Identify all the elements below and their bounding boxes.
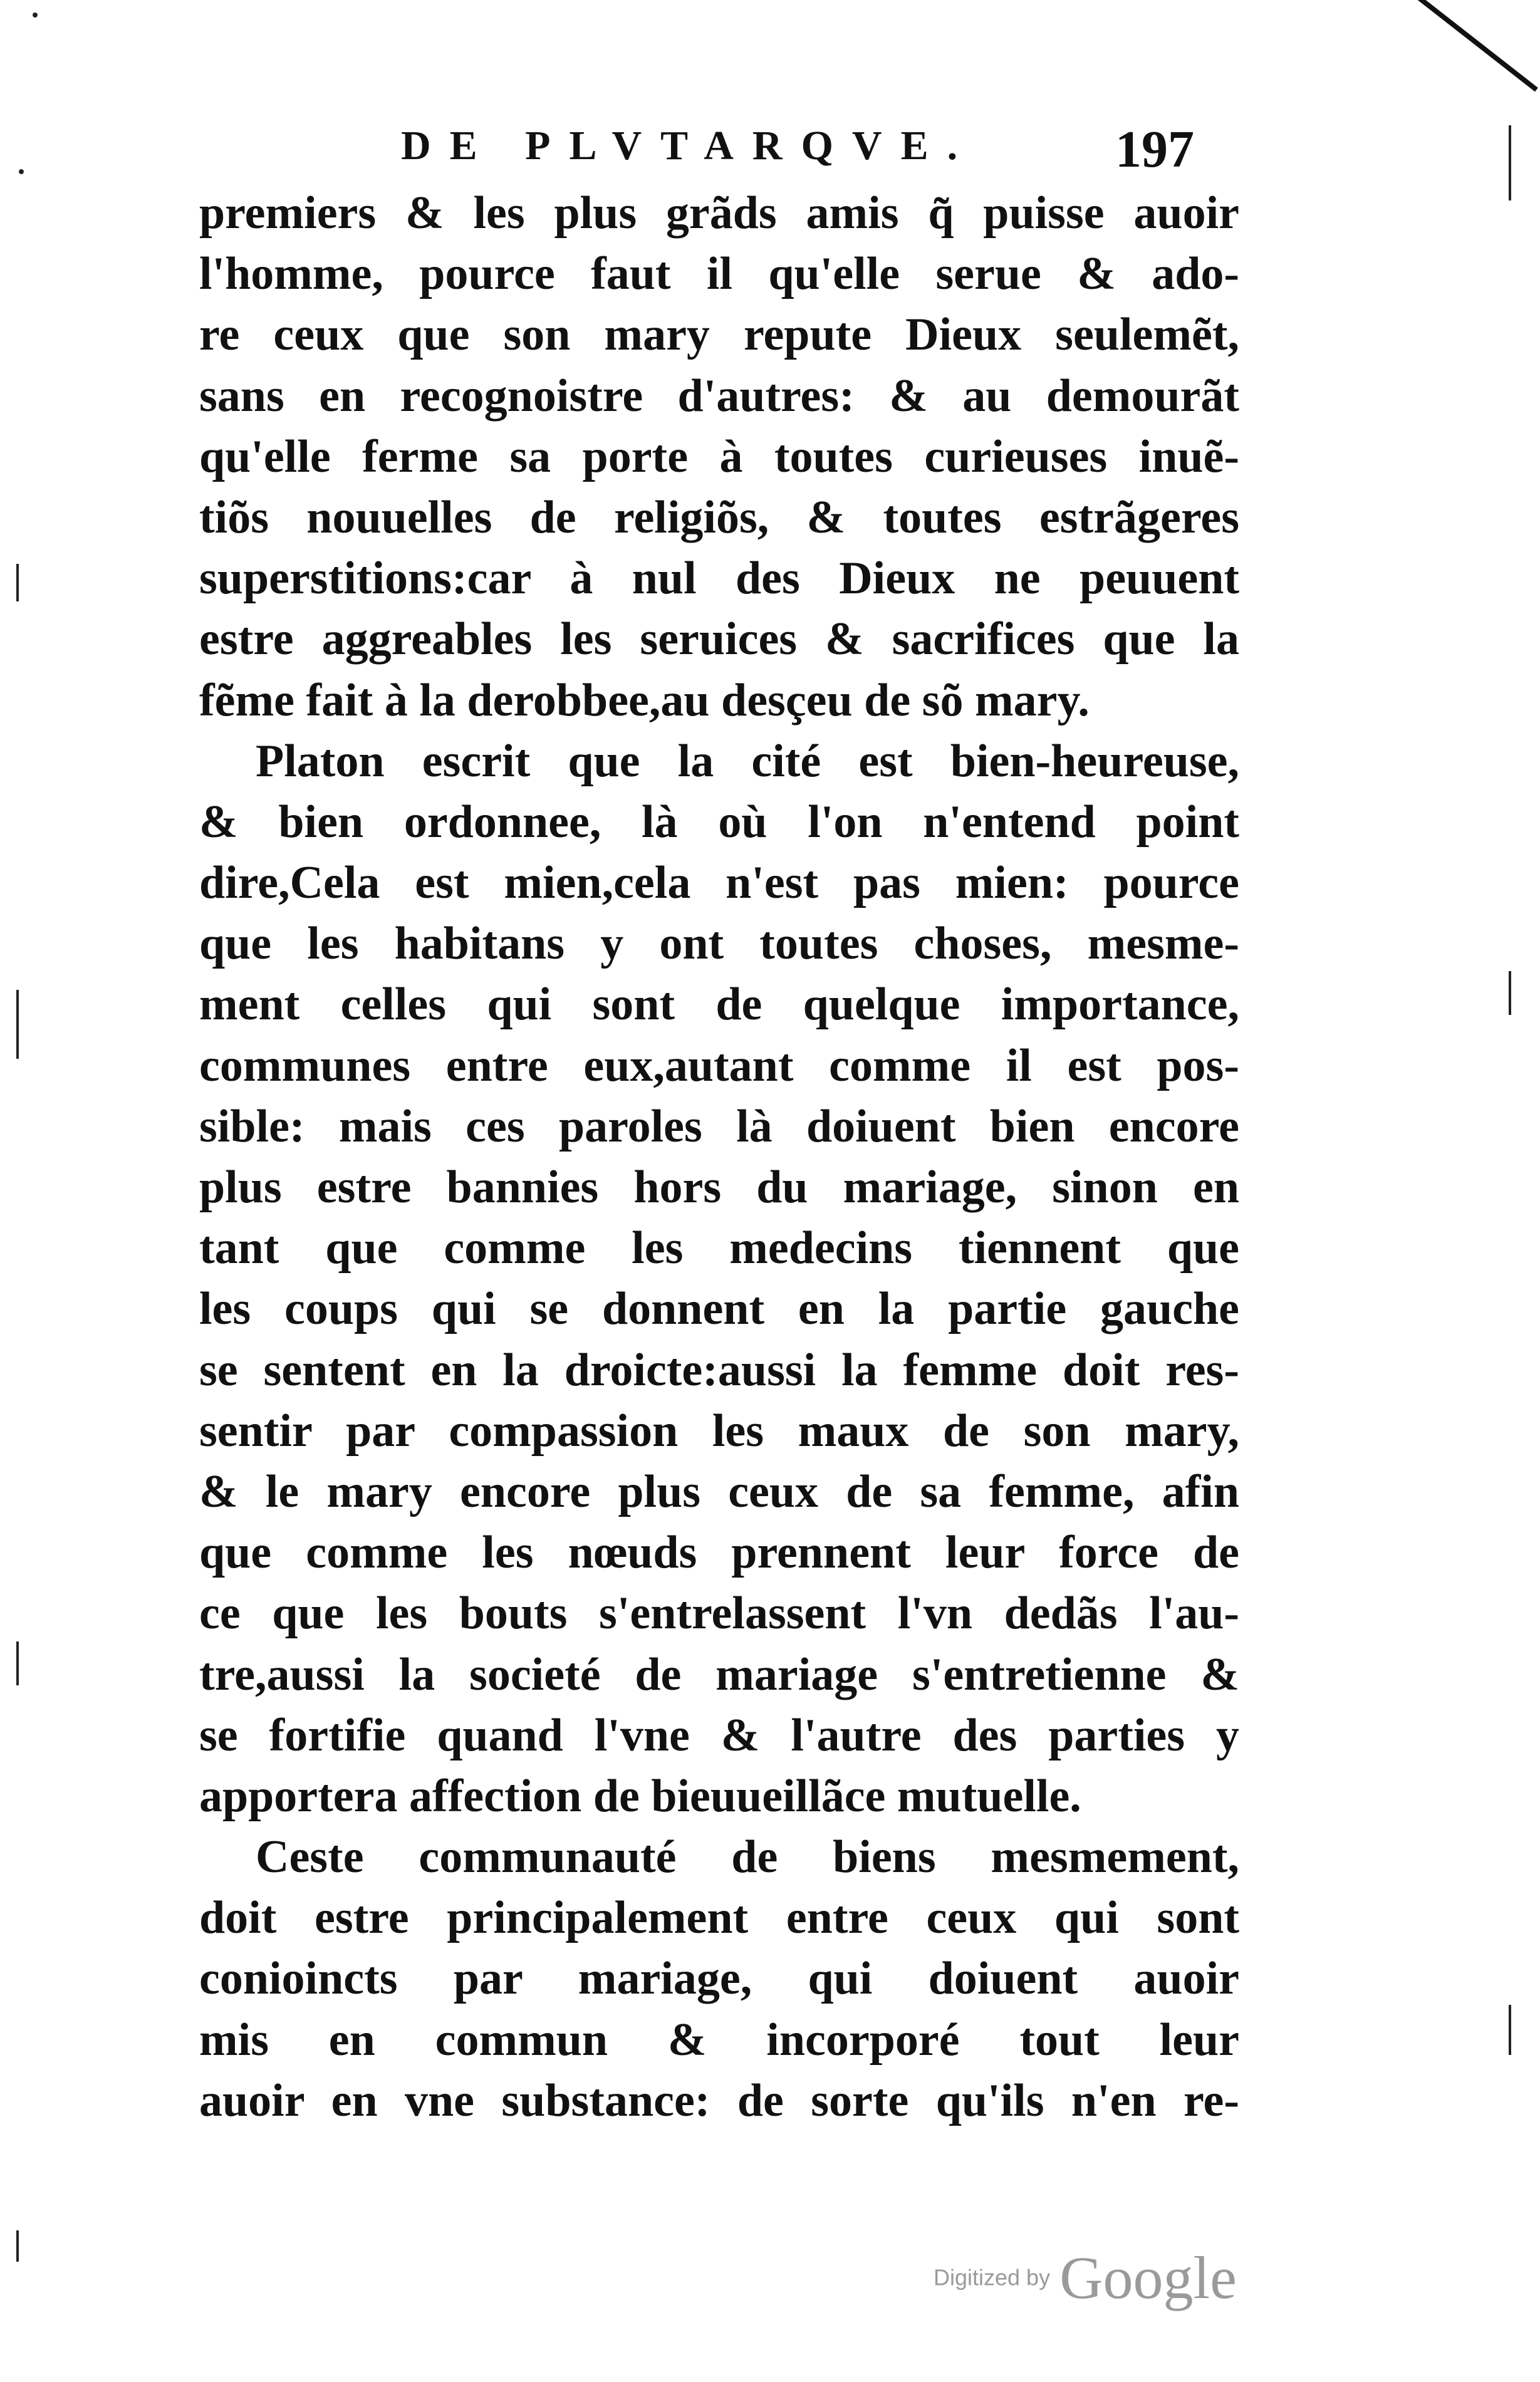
page-number: 197: [1115, 120, 1194, 179]
text-line: plus estre bannies hors du mariage, sinon en: [199, 1162, 1239, 1213]
scan-edge-mark: [1509, 2005, 1511, 2055]
watermark-prefix: Digitized by: [934, 2264, 1051, 2291]
text-line: & bien ordonnee, là où l'on n'entend point: [199, 796, 1239, 848]
text-line: sans en recognoistre d'autres: & au demourãt: [199, 370, 1239, 422]
scan-speck: [19, 169, 24, 174]
text-line: doit estre principalement entre ceux qui sont: [199, 1892, 1239, 1944]
scan-edge-mark: [1509, 971, 1511, 1015]
text-line: se sentent en la droicte:aussi la femme doit res-: [199, 1344, 1239, 1396]
text-line: se fortifie quand l'vne & l'autre des parties y: [199, 1709, 1239, 1761]
text-line: qu'elle ferme sa porte à toutes curieuses inuẽ-: [199, 430, 1239, 482]
text-line: les coups qui se donnent en la partie gauche: [199, 1283, 1239, 1335]
scan-edge-line: [1407, 0, 1538, 91]
scan-edge-mark: [16, 1641, 19, 1685]
paragraph-start-line: Platon escrit que la cité est bien-heureuse,: [256, 735, 1239, 787]
scan-edge-mark: [16, 990, 19, 1059]
text-line: conioincts par mariage, qui doiuent auoir: [199, 1953, 1239, 2005]
text-line: dire,Cela est mien,cela n'est pas mien: pource: [199, 857, 1239, 909]
digitization-watermark: [934, 2243, 1237, 2312]
text-line: tre,aussi la societé de mariage s'entretienne &: [199, 1648, 1239, 1700]
text-line: ment celles qui sont de quelque importance,: [199, 979, 1239, 1031]
text-line: & le mary encore plus ceux de sa femme, afin: [199, 1465, 1239, 1517]
text-line: que les habitans y ont toutes choses, mesme-: [199, 918, 1239, 970]
scan-edge-mark: [1509, 125, 1511, 200]
text-line: superstitions:car à nul des Dieux ne peuuent: [199, 553, 1239, 605]
text-line: ce que les bouts s'entrelassent l'vn dedãs l'au-: [199, 1588, 1239, 1640]
text-line: sentir par compassion les maux de son mary,: [199, 1405, 1239, 1457]
text-line: apportera affection de bieuueillãce mutuelle.: [199, 1770, 1081, 1822]
running-head: DE PLVTARQVE.: [401, 123, 977, 169]
scan-edge-mark: [16, 2230, 19, 2262]
text-line: tant que comme les medecins tiennent que: [199, 1222, 1239, 1274]
scan-speck: [33, 13, 38, 18]
text-line: fẽme fait à la derobbee,au desçeu de sõ mary.: [199, 674, 1090, 726]
text-line: re ceux que son mary repute Dieux seulemẽt,: [199, 309, 1239, 361]
text-line: premiers & les plus grãds amis q̃ puisse auoir: [199, 187, 1239, 239]
text-line: communes entre eux,autant comme il est pos-: [199, 1039, 1239, 1091]
google-logo: Google: [1059, 2244, 1237, 2311]
body-text: [199, 183, 1239, 2131]
text-line: l'homme, pource faut il qu'elle serue & ado-: [199, 248, 1239, 300]
paragraph-start-line: Ceste communauté de biens mesmement,: [256, 1831, 1239, 1883]
text-line: sible: mais ces paroles là doiuent bien encore: [199, 1100, 1239, 1152]
text-line: que comme les nœuds prennent leur force de: [199, 1527, 1239, 1579]
text-line: estre aggreables les seruices & sacrifices que la: [199, 613, 1239, 665]
text-line: tiõs nouuelles de religiõs, & toutes estrãgeres: [199, 491, 1239, 543]
text-line: mis en commun & incorporé tout leur: [199, 2014, 1239, 2066]
text-line: auoir en vne substance: de sorte qu'ils n'en re-: [199, 2074, 1239, 2126]
scan-edge-mark: [16, 564, 19, 601]
